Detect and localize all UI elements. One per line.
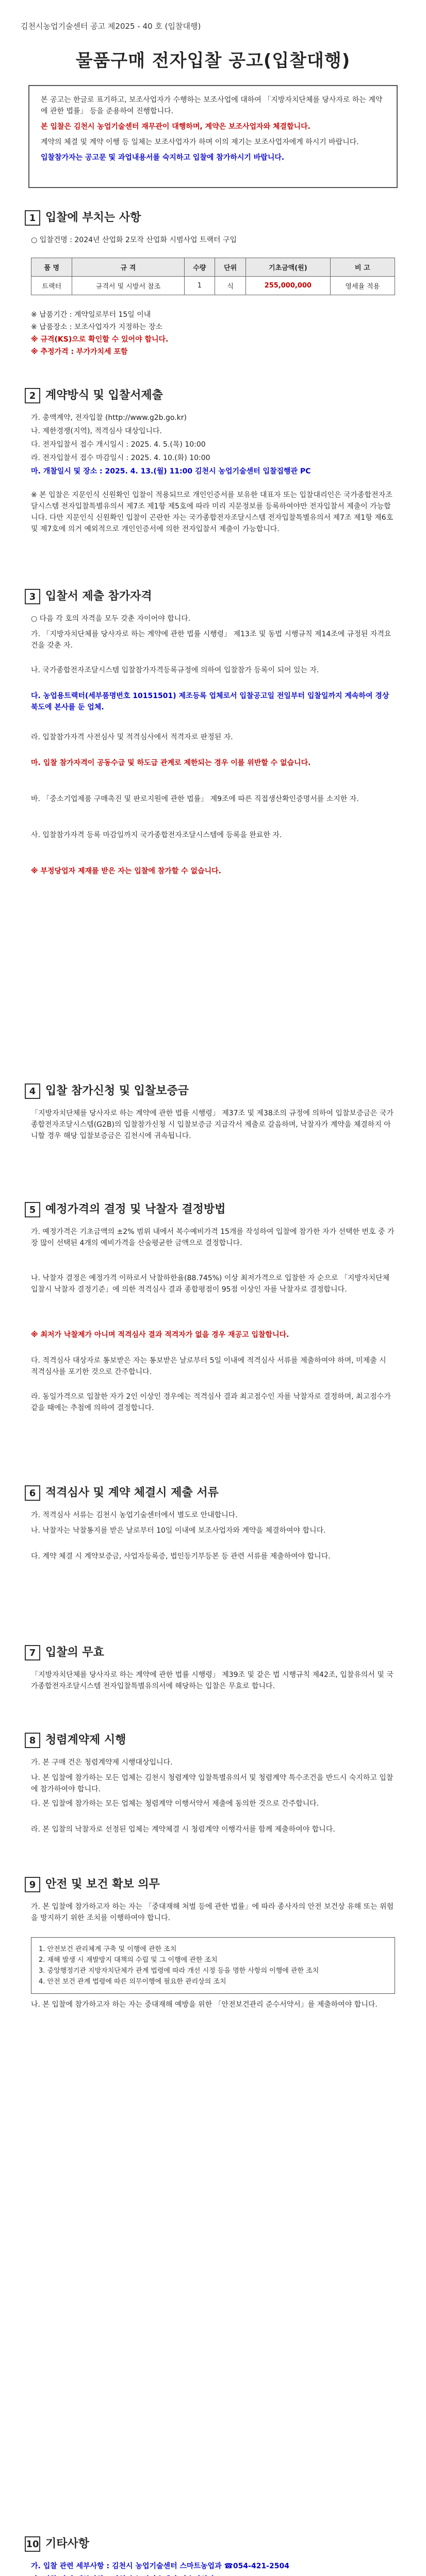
section-3-note: ※ 부정당업자 제재를 받은 자는 입찰에 참가할 수 없습니다. bbox=[31, 867, 221, 875]
section-2-title: 2 계약방식 및 입찰서제출 bbox=[25, 386, 163, 403]
table-cell: 영세율 적용 bbox=[330, 277, 395, 295]
section-6-title: 6 적격심사 및 계약 체결시 제출 서류 bbox=[25, 1484, 219, 1501]
section-8-item: 나. 본 입찰에 참가하는 모든 업체는 김천시 청렴계약 입찰특별유의서 및 청렴계약 특수조건을 반드시 숙지하고 입찰에 참가하여야 합니다. bbox=[31, 1774, 394, 1793]
section-number: 9 bbox=[25, 1877, 40, 1892]
table-header: 비 고 bbox=[330, 258, 395, 277]
announcement-number: 김천시농업기술센터 공고 제2025 - 40 호 (입찰대행) bbox=[21, 22, 201, 31]
notice-item: 본 입찰은 김천시 농업기술센터 재무관이 대행하며, 계약은 보조사업자와 체결합니다. bbox=[41, 123, 310, 131]
section-8-title: 8 청렴계약제 시행 bbox=[25, 1731, 126, 1748]
notice-box bbox=[28, 85, 398, 188]
section-6-item: 다. 계약 체결 시 계약보증금, 사업자등록증, 법인등기부등본 등 관련 서류를 제출하여야 합니다. bbox=[31, 1552, 331, 1561]
section-number: 8 bbox=[25, 1733, 40, 1748]
section-3-item: 바. 「중소기업제품 구매촉진 및 판로지원에 관한 법률」 제9조에 따른 직접생산확인증명서를 소지한 자. bbox=[31, 795, 359, 803]
section-4-title: 4 입찰 참가신청 및 입찰보증금 bbox=[25, 1082, 189, 1099]
section-6-item: 가. 적격심사 서류는 김천시 농업기술센터에서 별도로 안내합니다. bbox=[31, 1511, 238, 1519]
table-header: 단위 bbox=[215, 258, 246, 277]
section-3-item: 사. 입찰참가자격 등록 마감일까지 국가종합전자조달시스템에 등록을 완료한 자. bbox=[31, 831, 282, 839]
notice-item: 본 공고는 한글로 표기하고, 보조사업자가 수행하는 보조사업에 대하여 「지방자치단체를 당사자로 하는 계약에 관한 법률」 등을 준용하여 진행합니다. bbox=[41, 96, 383, 115]
notice-item: 입찰참가자는 공고문 및 과업내용서를 숙지하고 입찰에 참가하시기 바랍니다. bbox=[41, 154, 285, 162]
section-5-item: 라. 동일가격으로 입찰한 자가 2인 이상인 경우에는 적격심사 결과 최고점수인 자를 낙찰자로 결정하며, 최고점수가 같을 때에는 추첨에 의하여 결정합니다. bbox=[31, 1393, 391, 1412]
obligation-item: 2. 재해 발생 시 재발방지 대책의 수립 및 그 이행에 관한 조치 bbox=[39, 1956, 218, 1964]
obligation-item: 1. 안전보건 관리체계 구축 및 이행에 관한 조치 bbox=[39, 1945, 177, 1953]
table-header: 품 명 bbox=[31, 258, 72, 277]
section-number: 7 bbox=[25, 1645, 40, 1660]
section-1-note: ※ 납품기간 : 계약일로부터 15일 이내 bbox=[31, 311, 151, 319]
contact-line bbox=[31, 2574, 395, 2576]
section-5-item: 나. 낙찰자 결정은 예정가격 이하로서 낙찰하한율(88.745%) 이상 최저가격으로 입찰한 자 순으로 「지방자치단체 입찰시 낙찰자 결정기준」에 의한 적격심사 결과 종합평점이 95점 이상인 자를 낙찰자로 결정합니다. bbox=[31, 1274, 390, 1294]
section-9-item: 가. 본 입찰에 참가하고자 하는 자는 「중대재해 처벌 등에 관한 법률」에 따라 종사자의 안전 보건상 유해 또는 위험을 방지하기 위한 조치를 이행하여야 합니다. bbox=[31, 1903, 394, 1922]
section-10-title: 10 기타사항 bbox=[25, 2535, 89, 2552]
section-2-item: 다. 전자입찰서 접수 개시일시 : 2025. 4. 5.(목) 10:00 bbox=[31, 440, 206, 449]
contact-line: 가. 입찰 관련 세부사항 : 김천시 농업기술센터 스마트농업과 ☎054-421-2504 bbox=[31, 2562, 289, 2570]
section-6-item: 나. 낙찰자는 낙찰통지를 받은 날로부터 10일 이내에 보조사업자와 계약을 체결하여야 합니다. bbox=[31, 1527, 326, 1535]
section-5-item: 다. 적격심사 대상자로 통보받은 자는 통보받은 날로부터 5일 이내에 적격심사 서류를 제출하여야 하며, 미제출 시 적격심사를 포기한 것으로 간주합니다. bbox=[31, 1357, 386, 1376]
section-3-title: 3 입찰서 제출 참가자격 bbox=[25, 587, 152, 604]
section-number: 5 bbox=[25, 1202, 40, 1217]
table-header-row bbox=[31, 258, 395, 277]
section-3-item: 나. 국가종합전자조달시스템 입찰참가자격등록규정에 의하여 입찰참가 등록이 되어 있는 자. bbox=[31, 666, 319, 674]
table-row bbox=[31, 277, 395, 295]
section-number: 6 bbox=[25, 1485, 40, 1501]
section-7-item: 「지방자치단체를 당사자로 하는 계약에 관한 법률 시행령」 제39조 및 같은 법 시행규칙 제42조, 입찰유의서 및 국가종합전자조달시스템 전자입찰특별유의서에 해당하는 입찰은 무효로 합니다. bbox=[31, 1671, 394, 1690]
section-5-note: ※ 최저가 낙찰제가 아니며 적격심사 결과 적격자가 없을 경우 재공고 입찰합니다. bbox=[31, 1331, 289, 1339]
section-3-item: 라. 입찰참가자격 사전심사 및 적격심사에서 적격자로 판정된 자. bbox=[31, 733, 233, 741]
table-cell: 트랙터 bbox=[31, 277, 72, 295]
obligation-item: 4. 안전 보건 관계 법령에 따른 의무이행에 필요한 관리상의 조치 bbox=[39, 1978, 226, 1986]
section-2-item: 마. 개찰일시 및 장소 : 2025. 4. 13.(월) 11:00 김천시 농업기술센터 입찰집행관 PC bbox=[31, 467, 311, 476]
table-cell: 1 bbox=[184, 277, 215, 295]
section-8-item: 라. 본 입찰의 낙찰자로 선정된 업체는 계약체결 시 청렴계약 이행각서를 함께 제출하여야 합니다. bbox=[31, 1825, 335, 1834]
spec-table bbox=[31, 258, 395, 295]
safety-obligations-box bbox=[31, 1937, 395, 1994]
section-8-item: 다. 본 입찰에 참가하는 모든 업체는 청렴계약 이행서약서 제출에 동의한 것으로 간주합니다. bbox=[31, 1800, 319, 1808]
section-number: 10 bbox=[25, 2536, 40, 2552]
table-cell: 규격서 및 시방서 참조 bbox=[72, 277, 184, 295]
section-1-note: ※ 규격(KS)으로 확인할 수 있어야 합니다. bbox=[31, 335, 169, 344]
table-header: 기초금액(원) bbox=[246, 258, 331, 277]
notice-item: 계약의 체결 및 계약 이행 등 일체는 보조사업자가 하며 이의 제기는 보조사업자에게 하시기 바랍니다. bbox=[41, 138, 359, 146]
table-header: 수량 bbox=[184, 258, 215, 277]
section-5-item: 가. 예정가격은 기초금액의 ±2% 범위 내에서 복수예비가격 15개를 작성하여 입찰에 참가한 자가 선택한 번호 중 가장 많이 선택된 4개의 예비가격을 산술평균한 금액으로 결정합니다. bbox=[31, 1228, 395, 1247]
section-4-item: 「지방자치단체를 당사자로 하는 계약에 관한 법률 시행령」 제37조 및 제38조의 규정에 의하여 입찰보증금은 국가종합전자조달시스템(G2B)의 입찰참가신청 시 입찰보증금 지급각서 제출로 갈음하며, 낙찰자가 계약을 체결하지 아니할 경우 해당 입찰보증금은 김천시에 귀속됩니다. bbox=[31, 1109, 394, 1140]
obligation-item: 3. 중앙행정기관 지방자치단체가 관계 법령에 따라 개선 시정 등을 명한 사항의 이행에 관한 조치 bbox=[39, 1967, 319, 1975]
table-header: 규 격 bbox=[72, 258, 184, 277]
section-3-item: 가. 「지방자치단체를 당사자로 하는 계약에 관한 법률 시행령」 제13조 및 동법 시행규칙 제14조에 규정된 자격요건을 갖춘 자. bbox=[31, 630, 391, 650]
section-1-item: ○ 입찰건명 : 2024년 산업화 2모작 산업화 시범사업 트랙터 구입 bbox=[31, 236, 237, 244]
section-3-item: 다. 농업용트랙터(세부품명번호 10151501) 제조등록 업체로서 입찰공고일 전일부터 입찰일까지 계속하여 경상북도에 본사를 둔 업체. bbox=[31, 692, 389, 711]
section-number: 3 bbox=[25, 589, 40, 604]
section-9-item: 나. 본 입찰에 참가하고자 하는 자는 중대재해 예방을 위한 「안전보건관리 준수서약서」를 제출하여야 합니다. bbox=[31, 2001, 378, 2009]
section-1-title: 1 입찰에 부치는 사항 bbox=[25, 209, 141, 226]
section-number: 1 bbox=[25, 210, 40, 226]
section-8-item: 가. 본 구매 건은 청렴계약제 시행대상입니다. bbox=[31, 1758, 173, 1767]
table-cell: 식 bbox=[215, 277, 246, 295]
section-number: 2 bbox=[25, 388, 40, 403]
section-2-note: ※ 본 입찰은 지문인식 신원확인 입찰이 적용되므로 개인인증서를 보유한 대표자 또는 입찰대리인은 국가종합전자조달시스템 전자입찰특별유의서 제7조 제1항 제5호에 따라 미리 지문정보를 등록하여야만 전자입찰서 제출이 가능합니다. 다만 지문인식 신원확인 입찰이 곤란한 자는 국가종합전자조달시스템 전자입찰특별유의서 제7조 제1항 제6호 및 제7호에 의거 예외적으로 개인인증서에 의한 전자입찰서 제출이 가능합니다. bbox=[31, 491, 394, 533]
page-title: 물품구매 전자입찰 공고(입찰대행) bbox=[75, 50, 351, 71]
section-5-title: 5 예정가격의 결정 및 낙찰자 결정방법 bbox=[25, 1200, 225, 1217]
section-3-item: 마. 입찰 참가자격이 공동수급 및 하도급 관계로 제한되는 경우 이를 위반할 수 없습니다. bbox=[31, 759, 311, 767]
section-1-note: ※ 납품장소 : 보조사업자가 지정하는 장소 bbox=[31, 323, 163, 331]
section-2-item: 나. 제한경쟁(지역), 적격심사 대상입니다. bbox=[31, 427, 162, 435]
section-7-title: 7 입찰의 무효 bbox=[25, 1643, 104, 1660]
section-1-note: ※ 추정가격 : 부가가치세 포함 bbox=[31, 348, 128, 356]
section-number: 4 bbox=[25, 1083, 40, 1099]
section-2-item: 가. 총액계약, 전자입찰 (http://www.g2b.go.kr) bbox=[31, 414, 187, 422]
section-3-item: ○ 다음 각 호의 자격을 모두 갖춘 자이어야 합니다. bbox=[31, 615, 191, 623]
section-9-title: 9 안전 및 보건 확보 의무 bbox=[25, 1875, 160, 1892]
section-2-item: 라. 전자입찰서 접수 마감일시 : 2025. 4. 10.(화) 10:00 bbox=[31, 454, 210, 462]
table-cell: 255,000,000 bbox=[246, 277, 331, 295]
